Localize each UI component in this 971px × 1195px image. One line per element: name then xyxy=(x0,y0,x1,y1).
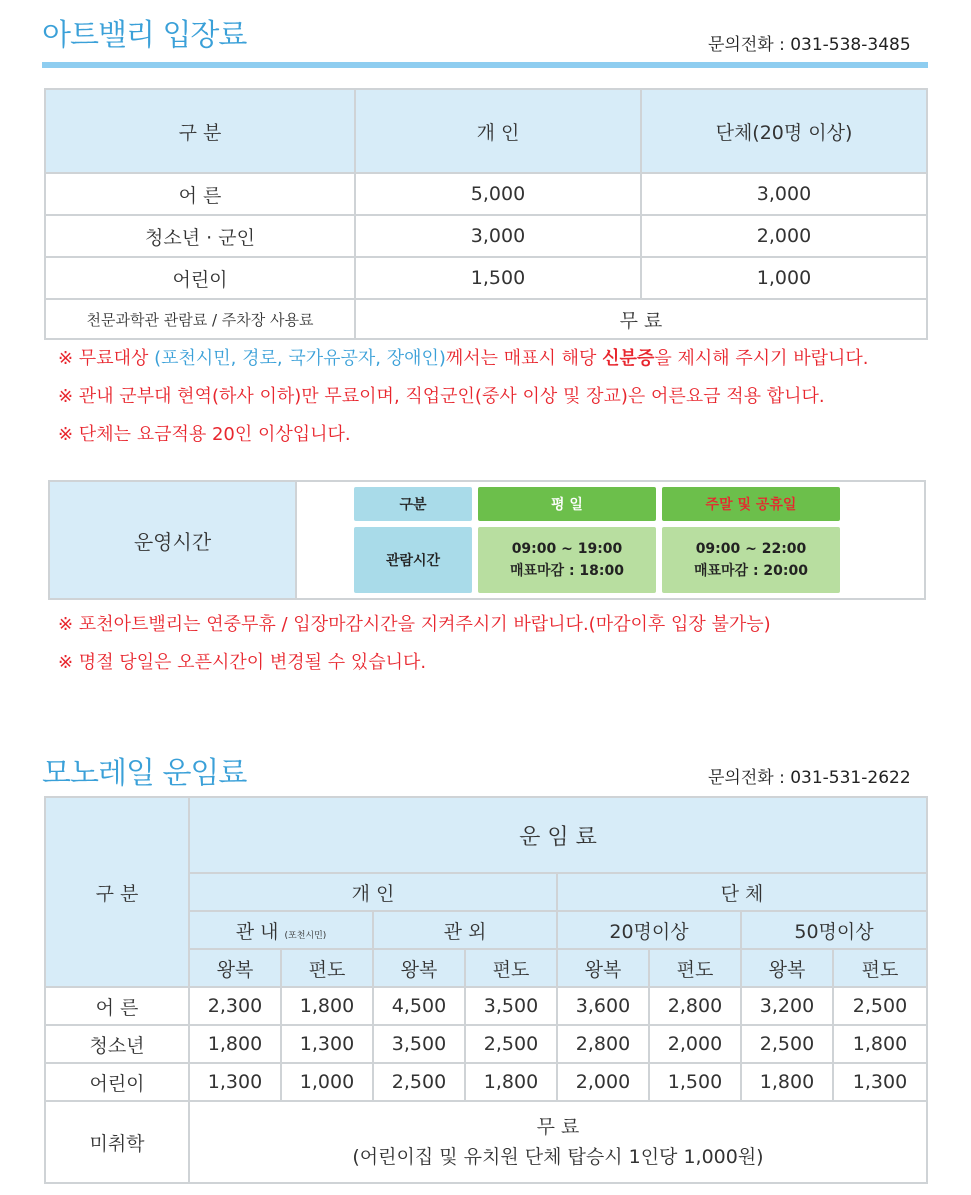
fare-cell: 1,800 xyxy=(189,1025,281,1063)
fare-cell: 1,300 xyxy=(833,1063,927,1101)
one-way-header: 편도 xyxy=(649,949,741,987)
group20-header: 20명이상 xyxy=(557,911,741,949)
fare-cell: 1,800 xyxy=(833,1025,927,1063)
hours-col-weekend: 주말 및 공휴일 xyxy=(662,487,840,521)
monorail-contact: 문의전화 : 031-531-2622 xyxy=(708,768,911,788)
note-text: 을 제시해 주시기 바랍니다. xyxy=(654,348,869,369)
table-row xyxy=(45,215,927,257)
admission-header-row xyxy=(45,89,927,173)
preschool-value xyxy=(189,1101,927,1183)
note-text: 께서는 매표시 해당 xyxy=(445,348,603,369)
weekday-time: 09:00 ~ 19:00 xyxy=(511,541,623,557)
admission-note-1 xyxy=(58,340,869,378)
preschool-line-1: 무 료 xyxy=(536,1116,580,1138)
row-group: 2,000 xyxy=(641,215,927,257)
row-group: 3,000 xyxy=(641,173,927,215)
inside-note: (포천시민) xyxy=(284,930,327,941)
admission-note-3: ※ 단체는 요금적용 20인 이상입니다. xyxy=(58,424,351,445)
table-row xyxy=(45,299,927,339)
admission-note-2: ※ 관내 군부대 현역(하사 이하)만 무료이며, 직업군인(중사 이상 및 장교)은 어른요금 적용 합니다. xyxy=(58,386,825,407)
hours-row-label: 관람시간 xyxy=(354,527,472,593)
individual-header: 개 인 xyxy=(189,873,557,911)
admission-header-category: 구 분 xyxy=(45,89,355,173)
monorail-category-header: 구 분 xyxy=(45,797,189,987)
preschool-line-2: (어린이집 및 유치원 단체 탑승시 1인당 1,000원) xyxy=(352,1146,764,1168)
fare-cell: 2,500 xyxy=(373,1063,465,1101)
row-category: 어린이 xyxy=(45,1063,189,1101)
fare-cell: 2,000 xyxy=(649,1025,741,1063)
fare-cell: 1,800 xyxy=(281,987,373,1025)
row-group: 1,000 xyxy=(641,257,927,299)
hours-col-category: 구분 xyxy=(354,487,472,521)
weekday-hours xyxy=(478,527,656,593)
hours-box xyxy=(48,480,926,600)
admission-contact: 문의전화 : 031-538-3485 xyxy=(708,35,911,55)
hours-notes xyxy=(58,606,771,682)
row-individual: 3,000 xyxy=(355,215,641,257)
one-way-header: 편도 xyxy=(833,949,927,987)
round-trip-header: 왕복 xyxy=(373,949,465,987)
hours-label: 운영시간 xyxy=(50,482,297,598)
inside-label: 관 내 xyxy=(235,920,279,943)
group-header: 단 체 xyxy=(557,873,927,911)
fare-cell: 1,300 xyxy=(281,1025,373,1063)
admission-notes xyxy=(58,340,869,454)
admission-header-group: 단체(20명 이상) xyxy=(641,89,927,173)
fare-cell: 2,500 xyxy=(741,1025,833,1063)
admission-table xyxy=(44,88,928,340)
row-category: 청소년 · 군인 xyxy=(45,215,355,257)
weekend-hours xyxy=(662,527,840,593)
table-row xyxy=(45,1025,927,1063)
note-highlight: (포천시민, 경로, 국가유공자, 장애인) xyxy=(154,348,446,369)
group50-header: 50명이상 xyxy=(741,911,927,949)
fare-cell: 1,000 xyxy=(281,1063,373,1101)
free-row-category: 천문과학관 관람료 / 주차장 사용료 xyxy=(45,299,355,339)
table-row xyxy=(45,1101,927,1183)
admission-title: 아트밸리 입장료 xyxy=(42,18,247,53)
free-row-value: 무 료 xyxy=(355,299,927,339)
table-row xyxy=(45,173,927,215)
fare-cell: 3,200 xyxy=(741,987,833,1025)
row-individual: 1,500 xyxy=(355,257,641,299)
weekend-close: 매표마감 : 20:00 xyxy=(693,563,808,579)
weekday-close: 매표마감 : 18:00 xyxy=(509,563,624,579)
row-category: 청소년 xyxy=(45,1025,189,1063)
note-text: ※ 무료대상 xyxy=(58,348,155,369)
weekend-time: 09:00 ~ 22:00 xyxy=(695,541,807,557)
fare-cell: 1,500 xyxy=(649,1063,741,1101)
table-row xyxy=(45,987,927,1025)
round-trip-header: 왕복 xyxy=(557,949,649,987)
outside-header: 관 외 xyxy=(373,911,557,949)
monorail-fare-header: 운 임 료 xyxy=(189,797,927,873)
fare-cell: 1,800 xyxy=(465,1063,557,1101)
monorail-header-row-1 xyxy=(45,797,927,873)
round-trip-header: 왕복 xyxy=(189,949,281,987)
one-way-header: 편도 xyxy=(281,949,373,987)
fare-cell: 2,500 xyxy=(833,987,927,1025)
fare-cell: 2,300 xyxy=(189,987,281,1025)
admission-title-bar xyxy=(42,62,928,68)
one-way-header: 편도 xyxy=(465,949,557,987)
hours-note-1: ※ 포천아트밸리는 연중무휴 / 입장마감시간을 지켜주시기 바랍니다.(마감이후 입장 불가능) xyxy=(58,614,771,635)
table-row xyxy=(45,1063,927,1101)
row-category: 어 른 xyxy=(45,987,189,1025)
monorail-table xyxy=(44,796,928,1184)
monorail-title: 모노레일 운임료 xyxy=(42,756,247,791)
fare-cell: 2,800 xyxy=(557,1025,649,1063)
note-bold: 신분증 xyxy=(602,348,655,369)
inside-header xyxy=(189,911,373,949)
row-individual: 5,000 xyxy=(355,173,641,215)
round-trip-header: 왕복 xyxy=(741,949,833,987)
fare-cell: 3,500 xyxy=(465,987,557,1025)
row-category: 어린이 xyxy=(45,257,355,299)
fare-cell: 1,800 xyxy=(741,1063,833,1101)
row-category: 어 른 xyxy=(45,173,355,215)
fare-cell: 2,000 xyxy=(557,1063,649,1101)
hours-note-2: ※ 명절 당일은 오픈시간이 변경될 수 있습니다. xyxy=(58,652,427,673)
fare-cell: 2,800 xyxy=(649,987,741,1025)
fare-cell: 3,600 xyxy=(557,987,649,1025)
admission-header-individual: 개 인 xyxy=(355,89,641,173)
hours-col-weekday: 평 일 xyxy=(478,487,656,521)
preschool-category: 미취학 xyxy=(45,1101,189,1183)
table-row xyxy=(45,257,927,299)
fare-cell: 3,500 xyxy=(373,1025,465,1063)
fare-cell: 2,500 xyxy=(465,1025,557,1063)
fare-cell: 1,300 xyxy=(189,1063,281,1101)
fare-cell: 4,500 xyxy=(373,987,465,1025)
